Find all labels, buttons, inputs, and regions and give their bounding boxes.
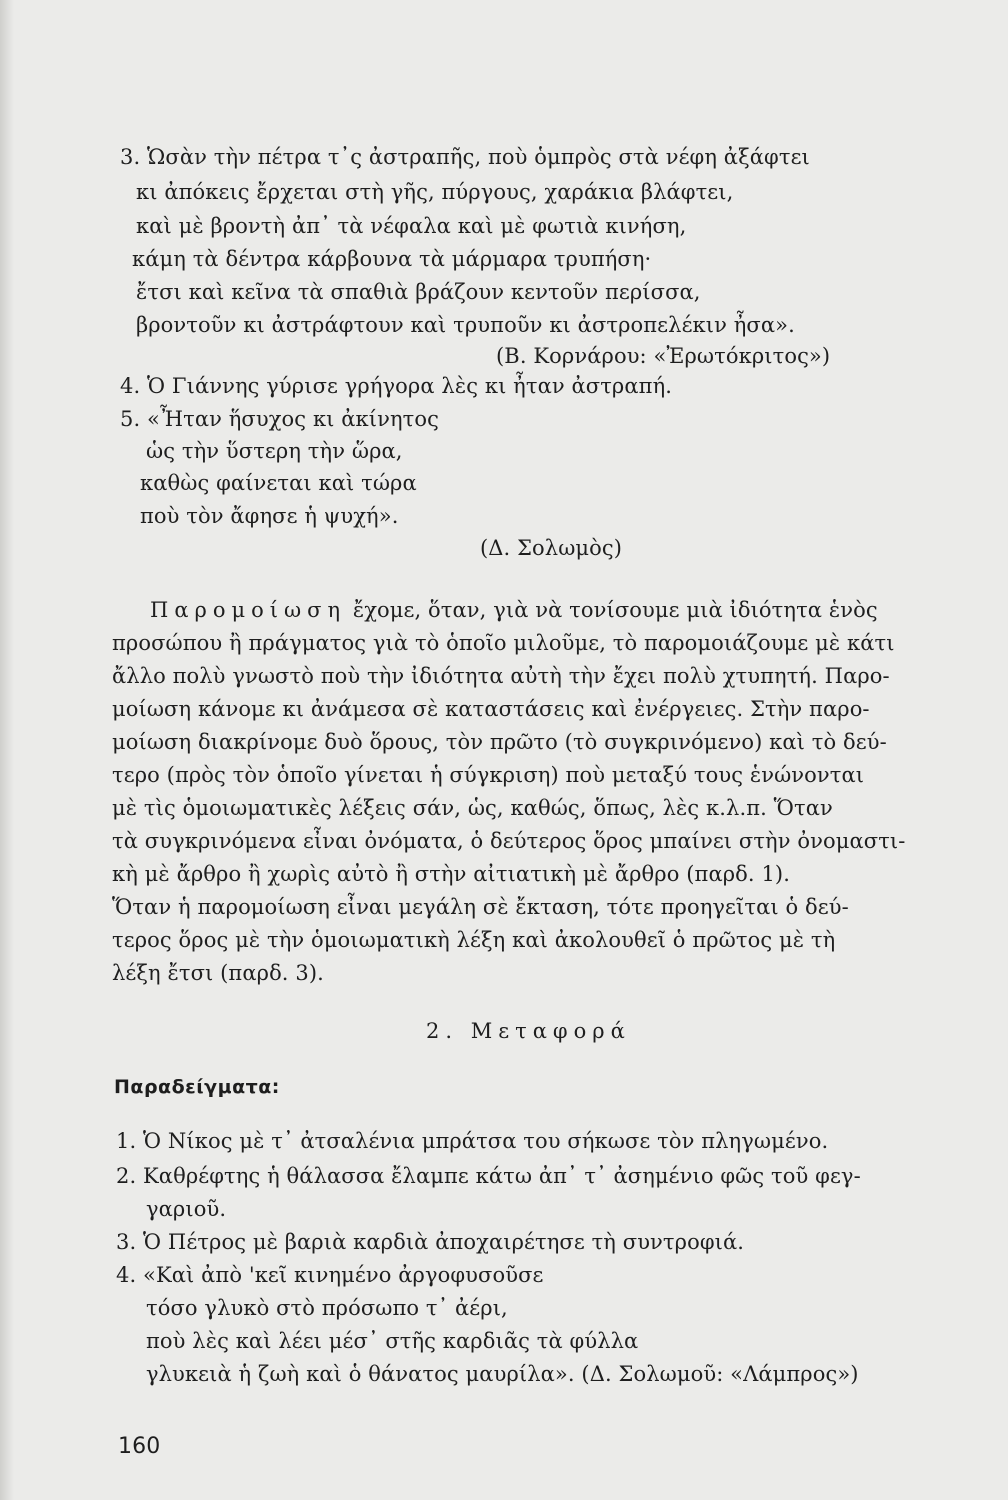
example-4-line-1: 4. «Καὶ ἀπὸ 'κεῖ κινημένο ἀργοφυσοῦσε — [116, 1263, 544, 1287]
poem-3-line-6: βροντοῦν κι ἀστράφτουν καὶ τρυποῦν κι ἀστροπελέκιν ἦσα». — [136, 313, 795, 337]
example-4-line-4: γλυκειὰ ἡ ζωὴ καὶ ὁ θάνατος μαυρίλα». (Δ. Σολωμοῦ: «Λάμπρος») — [146, 1362, 859, 1386]
poem-3-line-2: κι ἀπόκεις ἔρχεται στὴ γῆς, πύργους, χαράκια βλάφτει, — [136, 180, 734, 204]
example-4-line-3: ποὺ λὲς καὶ λέει μέσ᾽ στῆς καρδιᾶς τὰ φύλλα — [146, 1329, 639, 1353]
examples-label: Παραδείγματα: — [114, 1076, 280, 1098]
paragraph-line-4: μοίωση κάνομε κι ἀνάμεσα σὲ καταστάσεις καὶ ἐνέργειες. Στὴν παρο- — [112, 697, 870, 721]
example-1: 1. Ὁ Νίκος μὲ τ᾽ ἀτσαλένια μπράτσα του σήκωσε τὸν πληγωμένο. — [116, 1129, 829, 1153]
paragraph-line-11: τερος ὅρος μὲ τὴν ὁμοιωματικὴ λέξη καὶ ἀκολουθεῖ ὁ πρῶτος μὲ τὴ — [112, 928, 836, 952]
page-gutter-shadow — [0, 0, 14, 1500]
paragraph-line-2: προσώπου ἢ πράγματος γιὰ τὸ ὁποῖο μιλοῦμε, τὸ παρομοιάζουμε μὲ κάτι — [112, 631, 895, 655]
poem-3-source: (Β. Κορνάρου: «Ἐρωτόκριτος») — [496, 344, 831, 368]
paragraph-line-12: λέξη ἔτσι (παρδ. 3). — [112, 961, 324, 985]
example-2-line-2: γαριοῦ. — [146, 1197, 227, 1221]
poem-3-line-4: κάμη τὰ δέντρα κάρβουνα τὰ μάρμαρα τρυπήση· — [132, 247, 652, 271]
section-heading: 2. Μεταφορά — [426, 1019, 631, 1043]
poem-3-line-1: 3. Ὡσὰν τὴν πέτρα τ᾽ς ἀστραπῆς, ποὺ ὁμπρὸς στὰ νέφη ἀξάφτει — [120, 145, 810, 169]
poem-5-source: (Δ. Σολωμὸς) — [480, 536, 623, 560]
example-4-line-2: τόσο γλυκὸ στὸ πρόσωπο τ᾽ ἀέρι, — [146, 1296, 508, 1320]
poem-3-line-5: ἔτσι καὶ κεῖνα τὰ σπαθιὰ βράζουν κεντοῦν περίσσα, — [136, 280, 701, 304]
poem-5-line-4: ποὺ τὸν ἄφησε ἡ ψυχή». — [140, 504, 399, 528]
example-2-line-1: 2. Καθρέφτης ἡ θάλασσα ἔλαμπε κάτω ἀπ᾽ τ᾽ ἀσημένιο φῶς τοῦ φεγ- — [116, 1164, 861, 1188]
example-3: 3. Ὁ Πέτρος μὲ βαριὰ καρδιὰ ἀποχαιρέτησε τὴ συντροφιά. — [116, 1230, 745, 1254]
poem-5-line-1: 5. «Ἦταν ἥσυχος κι ἀκίνητος — [120, 407, 439, 431]
poem-5-line-3: καθὼς φαίνεται καὶ τώρα — [140, 471, 417, 495]
example-4-line: 4. Ὁ Γιάννης γύρισε γρήγορα λὲς κι ἦταν ἀστραπή. — [120, 374, 673, 398]
paragraph-line-10: Ὅταν ἡ παρομοίωση εἶναι μεγάλη σὲ ἔκταση, τότε προηγεῖται ὁ δεύ- — [112, 895, 849, 919]
paragraph-line-7: μὲ τὶς ὁμοιωματικὲς λέξεις σάν, ὡς, καθώς, ὅπως, λὲς κ.λ.π. Ὅταν — [112, 796, 833, 820]
paragraph-line-1-text: ἔχομε, ὅταν, γιὰ νὰ τονίσουμε μιὰ ἰδιότητα ἑνὸς — [346, 598, 878, 622]
paragraph-line-3: ἄλλο πολὺ γνωστὸ ποὺ τὴν ἰδιότητα αὐτὴ τὴν ἔχει πολὺ χτυπητή. Παρο- — [112, 664, 890, 688]
paragraph-line-1 — [150, 597, 878, 623]
paragraph-line-6: τερο (πρὸς τὸν ὁποῖο γίνεται ἡ σύγκριση) ποὺ μεταξύ τους ἑνώνονται — [112, 763, 865, 787]
paragraph-line-8: τὰ συγκρινόμενα εἶναι ὀνόματα, ὁ δεύτερος ὅρος μπαίνει στὴν ὀνομαστι- — [112, 829, 906, 853]
poem-5-line-2: ὡς τὴν ὕστερη τὴν ὥρα, — [146, 439, 403, 463]
paragraph-line-5: μοίωση διακρίνομε δυὸ ὅρους, τὸν πρῶτο (τὸ συγκρινόμενο) καὶ τὸ δεύ- — [112, 730, 887, 754]
paragraph-term: Παρομοίωση — [150, 598, 347, 622]
paragraph-line-9: κὴ μὲ ἄρθρο ἢ χωρὶς αὐτὸ ἢ στὴν αἰτιατικὴ μὲ ἄρθρο (παρδ. 1). — [112, 862, 790, 886]
poem-3-line-3: καὶ μὲ βροντὴ ἀπ᾽ τὰ νέφαλα καὶ μὲ φωτιὰ κινήση, — [136, 214, 687, 238]
page-number: 160 — [118, 1434, 161, 1459]
